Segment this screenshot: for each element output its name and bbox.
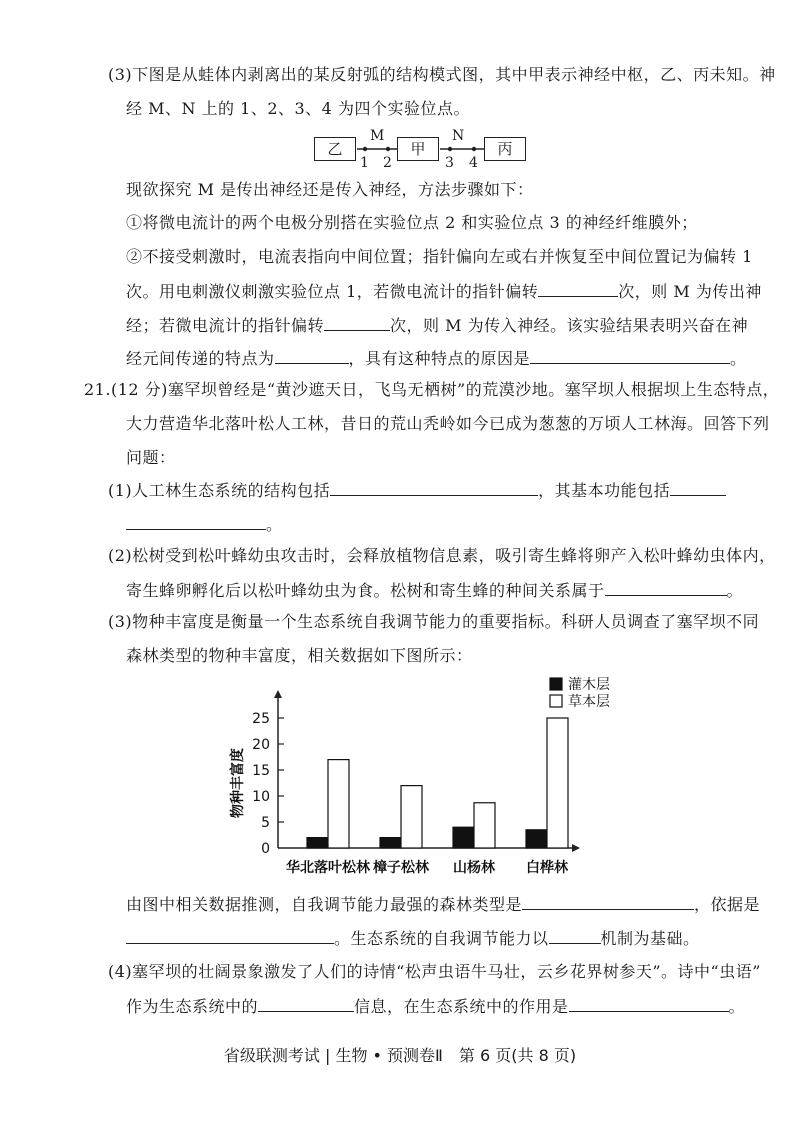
species-richness-chart	[220, 670, 620, 890]
label-1: 1	[360, 155, 369, 171]
q21-4-c: 。	[728, 997, 746, 1016]
bar-shrub	[380, 838, 401, 848]
q21-3-b: ，依据是	[694, 895, 761, 914]
q20-3-line5: ②不接受刺激时，电流表指向中间位置；指针偏向左或右并恢复至中间位置记为偏转 1	[126, 247, 753, 266]
q21-2-a: 寄生蜂卵孵化后以松叶蜂幼虫为食。松树和寄生蜂的种间关系属于	[126, 581, 605, 600]
answer-blank[interactable]	[126, 927, 334, 944]
q20-3-line6	[126, 280, 762, 303]
q20-3-line7	[126, 314, 748, 337]
legend-label: 灌木层	[568, 677, 610, 693]
q20-3-line1: (3)下图是从蛙体内剥离出的某反射弧的结构模式图，其中甲表示神经中枢，乙、丙未知。神	[108, 65, 776, 84]
x-tick-label: 山杨林	[453, 860, 495, 876]
x-axis-arrow	[572, 844, 580, 852]
legend-swatch	[550, 695, 562, 707]
q21-4-line2	[126, 995, 745, 1018]
q21-1-b: ，其基本功能包括	[538, 481, 671, 500]
bar-herb	[401, 786, 422, 848]
y-tick-label: 15	[252, 763, 270, 779]
bar-herb	[328, 760, 349, 848]
q21-2-line1: (2)松树受到松叶蜂幼虫攻击时，会释放植物信息素，吸引寄生蜂将卵产入松叶蜂幼虫体内，	[108, 546, 776, 565]
q21-1-c: 。	[266, 515, 283, 534]
answer-blank[interactable]	[605, 579, 727, 596]
answer-blank[interactable]	[530, 347, 730, 364]
y-tick-label: 20	[252, 737, 270, 753]
label-4: 4	[469, 155, 478, 171]
q20-3-line7-b: 次，则 M 为传入神经。该实验结果表明兴奋在神	[390, 316, 749, 335]
answer-blank[interactable]	[670, 479, 726, 496]
q21-2-b: 。	[726, 581, 744, 600]
q21-line3: 问题：	[126, 448, 176, 467]
q20-3-line2: 经 M、N 上的 1、2、3、4 为四个实验位点。	[126, 99, 470, 118]
box-jia: 甲	[397, 137, 439, 161]
box-yi: 乙	[314, 137, 356, 161]
q20-3-line6-b: 次，则 M 为传出神	[618, 282, 762, 301]
bar-shrub	[453, 827, 474, 848]
q21-3-line1: (3)物种丰富度是衡量一个生态系统自我调节能力的重要指标。科研人员调查了塞罕坝不同	[108, 612, 760, 631]
y-tick-label: 0	[261, 841, 270, 857]
page-footer: 省级联测考试 | 生物 • 预测卷Ⅱ 第 6 页(共 8 页)	[223, 1046, 577, 1065]
q21-1-line1	[108, 479, 726, 502]
q20-3-line8-a: 经元间传递的特点为	[126, 349, 275, 368]
bar-herb	[474, 803, 495, 848]
label-M: M	[370, 128, 385, 144]
x-tick-label: 白桦林	[526, 860, 568, 876]
q21-3-a: 由图中相关数据推测，自我调节能力最强的森林类型是	[126, 895, 523, 914]
q20-3-line4: ①将微电流计的两个电极分别搭在实验位点 2 和实验位点 3 的神经纤维膜外；	[126, 213, 698, 232]
label-3: 3	[445, 155, 454, 171]
q21-4-b: 信息，在生态系统中的作用是	[354, 997, 569, 1016]
answer-blank[interactable]	[538, 280, 618, 297]
q21-3-line3	[126, 893, 760, 916]
q20-3-line3: 现欲探究 M 是传出神经还是传入神经，方法步骤如下：	[126, 180, 534, 199]
q21-line2: 大力营造华北落叶松人工林，昔日的荒山秃岭如今已成为葱葱的万顷人工林海。回答下列	[126, 414, 770, 433]
q21-3-line2: 森林类型的物种丰富度，相关数据如下图所示：	[126, 646, 473, 665]
q21-2-line2	[126, 579, 743, 602]
y-axis-label: 物种丰富度	[230, 748, 246, 818]
q21-4-a: 作为生态系统中的	[126, 997, 259, 1016]
q20-3-line6-a: 次。用电刺激仪刺激实验位点 1，若微电流计的指针偏转	[126, 282, 539, 301]
q21-line1: 21.(12 分)塞罕坝曾经是“黄沙遮天日，飞鸟无栖树”的荒漠沙地。塞罕坝人根据坝上生态特点，	[84, 380, 780, 399]
legend-swatch	[550, 678, 562, 690]
bar-shrub	[526, 830, 547, 848]
answer-blank[interactable]	[275, 347, 349, 364]
y-axis-arrow	[274, 690, 282, 698]
box-bing: 丙	[484, 137, 526, 161]
answer-blank[interactable]	[324, 314, 390, 331]
answer-blank[interactable]	[522, 893, 694, 910]
q20-3-line8-b: ，具有这种特点的原因是	[348, 349, 531, 368]
bar-herb	[547, 718, 568, 848]
y-tick-label: 10	[252, 789, 270, 805]
q21-3-c: 。生态系统的自我调节能力以	[334, 929, 549, 948]
x-tick-label: 樟子松林	[373, 860, 429, 876]
answer-blank[interactable]	[330, 479, 538, 496]
y-tick-label: 5	[261, 815, 270, 831]
answer-blank[interactable]	[126, 513, 266, 530]
q20-3-line8-c: 。	[730, 349, 747, 368]
q21-1-a: (1)人工林生态系统的结构包括	[108, 481, 331, 500]
q20-3-line7-a: 经；若微电流计的指针偏转	[126, 316, 325, 335]
legend-label: 草本层	[568, 694, 610, 710]
q21-4-line1: (4)塞罕坝的壮阔景象激发了人们的诗情“松声虫语牛马壮，云乡花界树参天”。诗中“虫语”	[108, 962, 761, 981]
bar-shrub	[307, 838, 328, 848]
q21-3-d: 机制为基础。	[600, 929, 700, 948]
y-tick-label: 25	[252, 711, 270, 727]
q21-1-line2	[126, 513, 283, 536]
reflex-arc-lines	[0, 0, 800, 200]
answer-blank[interactable]	[569, 995, 729, 1012]
label-N: N	[452, 128, 465, 144]
q21-3-line4	[126, 927, 700, 950]
answer-blank[interactable]	[258, 995, 354, 1012]
label-2: 2	[383, 155, 392, 171]
answer-blank[interactable]	[549, 927, 601, 944]
q20-3-line8	[126, 347, 747, 370]
x-tick-label: 华北落叶松林	[286, 860, 370, 876]
